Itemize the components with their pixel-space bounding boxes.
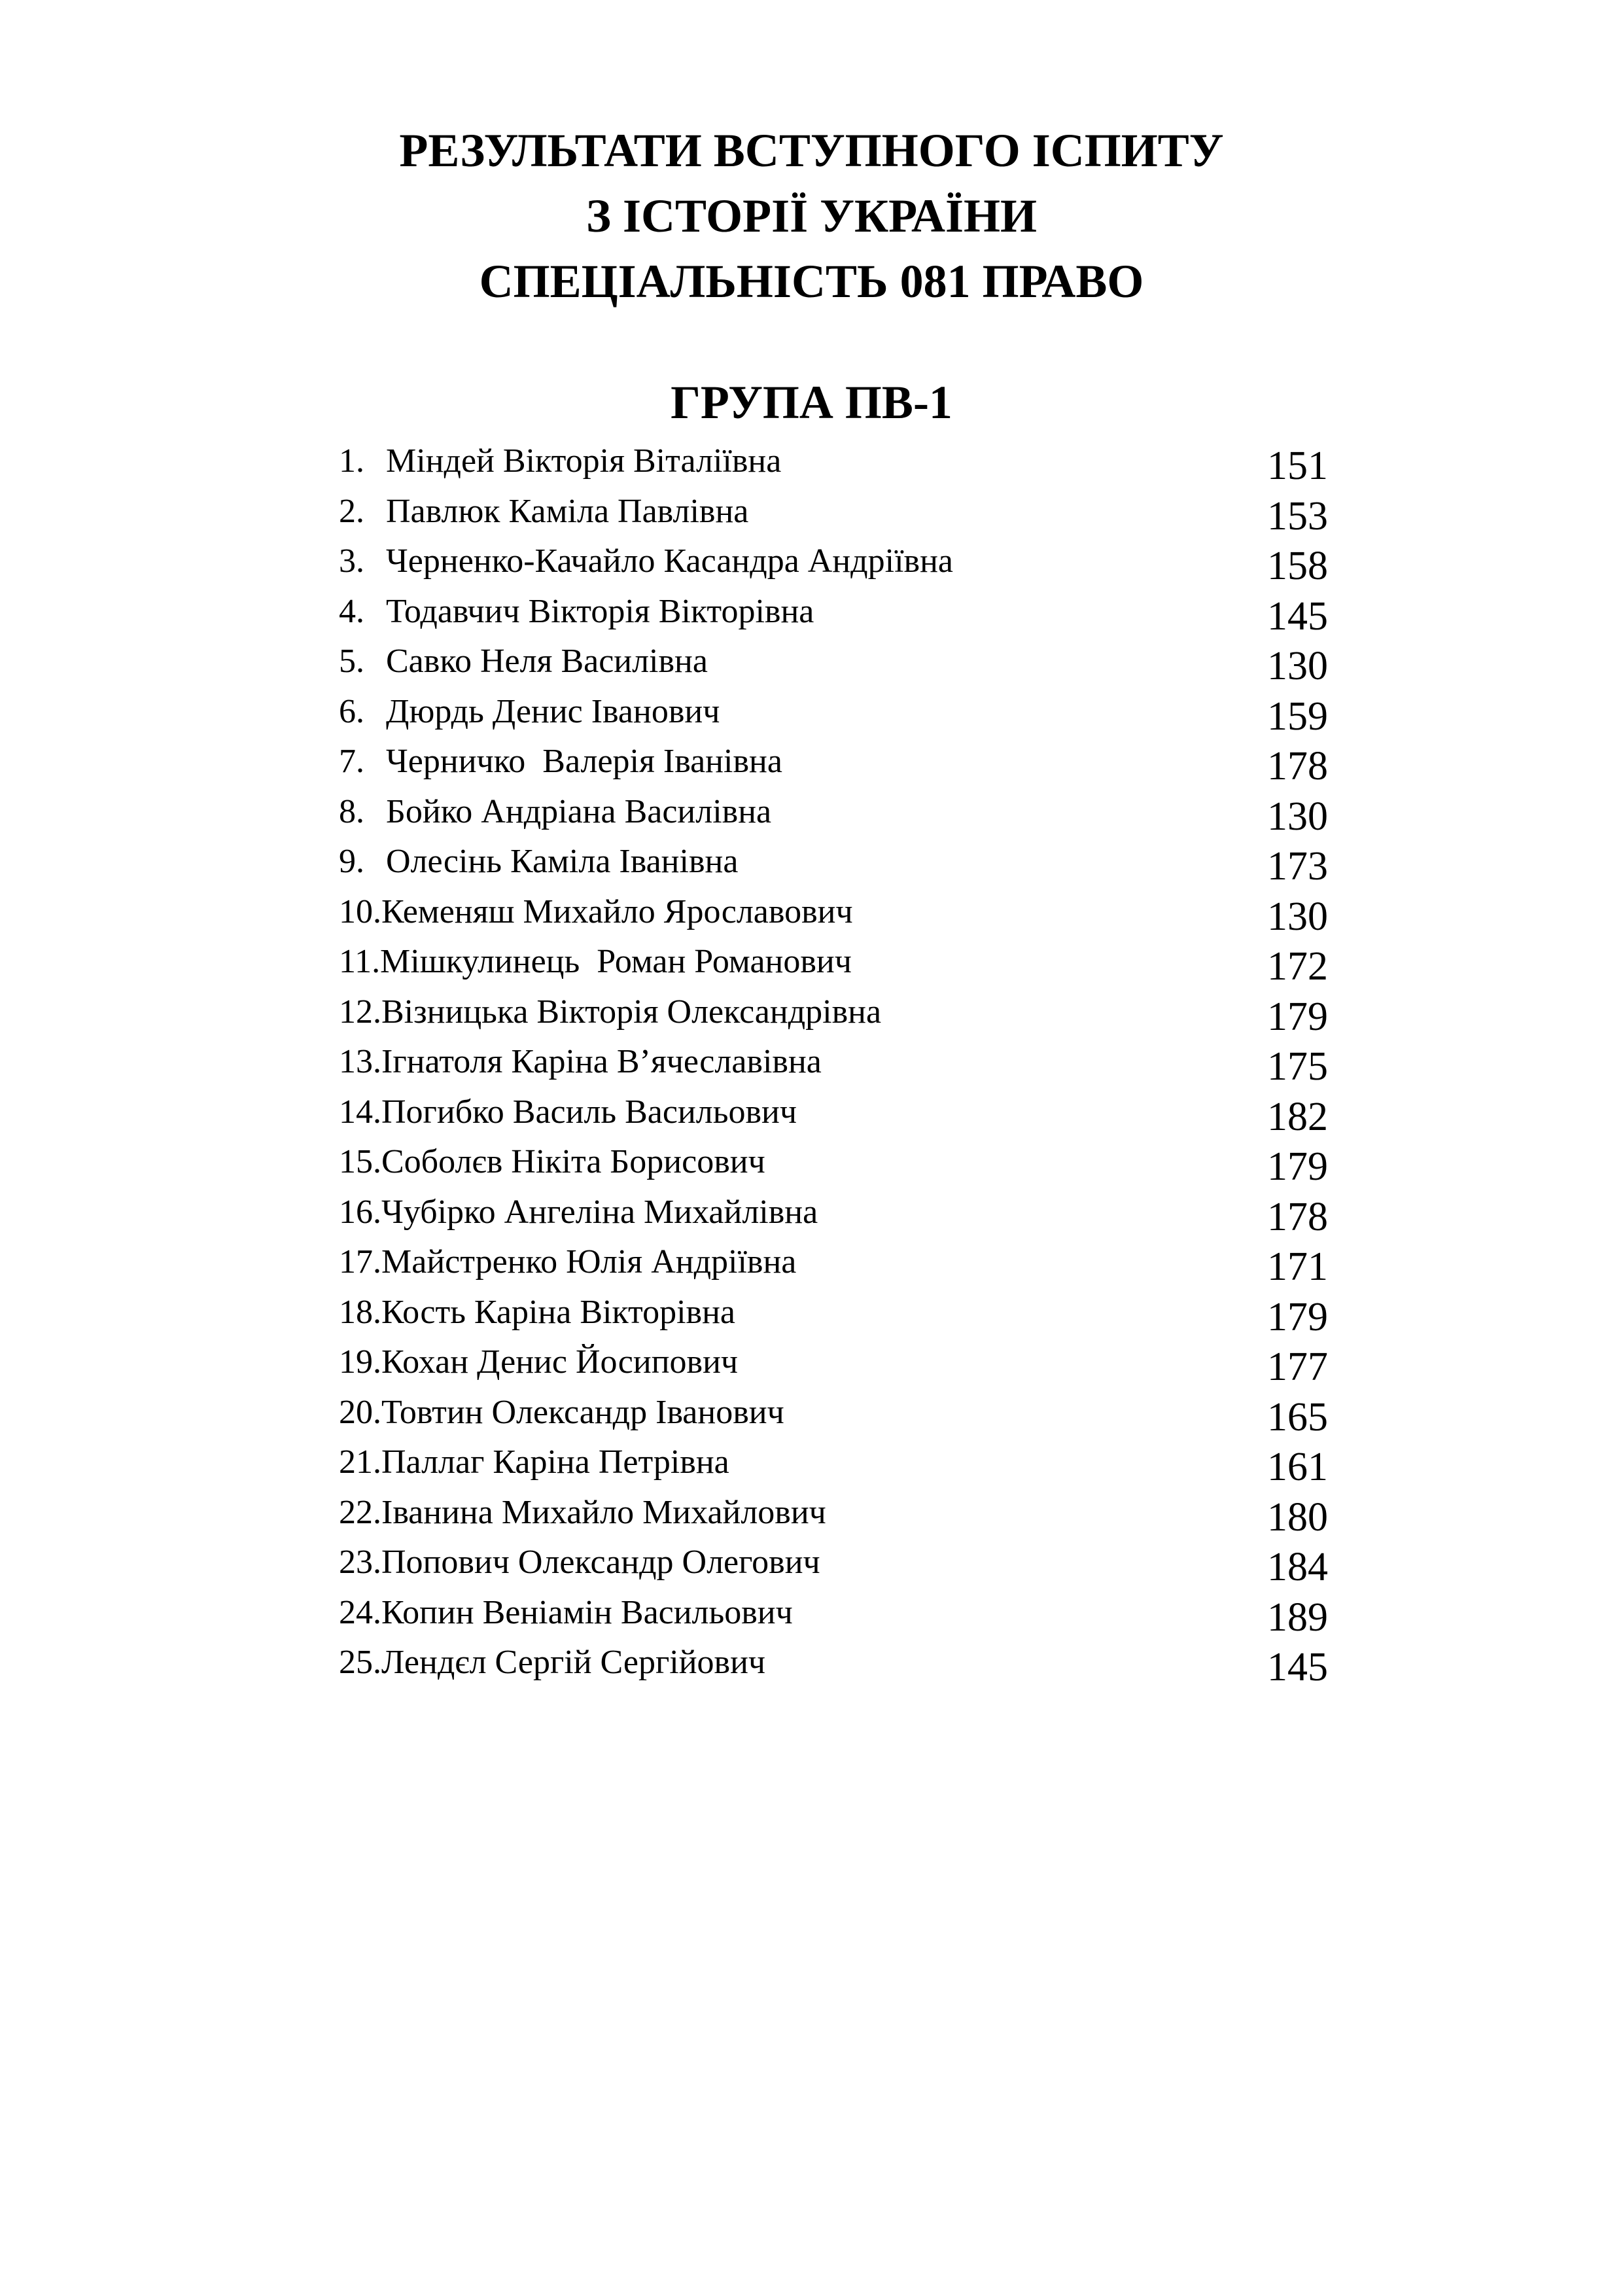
list-item-number: 13. [339, 1043, 381, 1080]
title-line-3: СПЕЦІАЛЬНІСТЬ 081 ПРАВО [479, 255, 1144, 308]
list-item-number: 24. [339, 1593, 381, 1631]
student-score: 178 [1267, 1194, 1328, 1239]
list-item-number: 3. [339, 542, 364, 580]
student-name: Лендєл Сергій Сергійович [381, 1644, 766, 1681]
student-name: Черничко Валерія Іванівна [386, 743, 782, 780]
student-score: 179 [1267, 1144, 1328, 1189]
list-item [0, 1186, 1623, 1237]
student-name: Кохан Денис Йосипович [381, 1343, 739, 1381]
list-item [0, 886, 1623, 939]
student-name: Мішкулинець Роман Романович [380, 943, 852, 980]
list-item [0, 586, 1623, 639]
list-item-number: 22. [339, 1493, 381, 1531]
student-score: 130 [1267, 894, 1328, 939]
student-name: Дюрдь Денис Іванович [386, 692, 720, 730]
list-item [0, 1086, 1623, 1137]
list-item-number: 14. [339, 1093, 381, 1131]
list-item-number: 21. [339, 1443, 381, 1481]
list-item [0, 836, 1623, 889]
student-name: Чубірко Ангеліна Михайлівна [381, 1193, 818, 1231]
title-line-1: РЕЗУЛЬТАТИ ВСТУПНОГО ІСПИТУ [399, 124, 1224, 177]
student-score: 178 [1267, 744, 1328, 788]
student-name: Олесінь Каміла Іванівна [386, 843, 739, 880]
student-name: Ігнатоля Каріна В’ячеславівна [381, 1043, 822, 1080]
student-score: 182 [1267, 1094, 1328, 1139]
student-name: Майстренко Юлія Андріївна [381, 1243, 797, 1280]
list-item [0, 686, 1623, 739]
title-line-2: З ІСТОРІЇ УКРАЇНИ [586, 190, 1037, 242]
student-name: Попович Олександр Олегович [381, 1544, 820, 1581]
list-item-number: 4. [339, 592, 364, 630]
list-item-number: 1. [339, 442, 364, 480]
list-item [0, 1336, 1623, 1389]
list-item [0, 1636, 1623, 1687]
list-item [0, 786, 1623, 839]
student-score: 177 [1267, 1345, 1328, 1389]
student-name: Соболєв Нікіта Борисович [381, 1143, 765, 1180]
list-item [0, 1386, 1623, 1437]
student-name: Бойко Андріана Василівна [386, 792, 772, 830]
list-item-number: 9. [339, 843, 364, 880]
student-score: 158 [1267, 544, 1328, 588]
list-item [0, 936, 1623, 989]
student-name: Іванина Михайло Михайлович [381, 1493, 826, 1531]
list-item-number: 19. [339, 1343, 381, 1381]
list-item-number: 7. [339, 743, 364, 780]
student-score: 130 [1267, 644, 1328, 688]
list-item-number: 12. [339, 993, 381, 1031]
list-item-number: 20. [339, 1393, 381, 1431]
list-item [0, 1487, 1623, 1540]
student-score: 171 [1267, 1245, 1328, 1289]
student-score: 179 [1267, 994, 1328, 1039]
list-item [0, 1136, 1623, 1189]
student-score: 173 [1267, 844, 1328, 889]
student-name: Міндей Вікторія Віталіївна [386, 442, 782, 480]
student-name: Кеменяш Михайло Ярославович [381, 892, 853, 930]
list-item [0, 1587, 1623, 1640]
student-score: 130 [1267, 794, 1328, 839]
document-title [0, 118, 1623, 314]
list-item [0, 1536, 1623, 1587]
list-item-number: 15. [339, 1143, 381, 1180]
list-item-number: 11. [339, 943, 381, 980]
student-score: 151 [1267, 444, 1328, 488]
list-item-number: 6. [339, 692, 364, 730]
student-score: 159 [1267, 694, 1328, 739]
list-item [0, 735, 1623, 786]
student-name: Товтин Олександр Іванович [381, 1393, 784, 1431]
list-item [0, 435, 1623, 486]
student-name: Черненко-Качайло Касандра Андріївна [386, 542, 953, 580]
student-score: 161 [1267, 1445, 1328, 1489]
list-item-number: 23. [339, 1544, 381, 1581]
list-item-number: 18. [339, 1293, 381, 1331]
student-score: 189 [1267, 1595, 1328, 1640]
list-item [0, 486, 1623, 539]
student-name: Савко Неля Василівна [386, 643, 708, 680]
student-score: 145 [1267, 1645, 1328, 1689]
list-item-number: 5. [339, 643, 364, 680]
list-item-number: 17. [339, 1243, 381, 1280]
student-score: 184 [1267, 1545, 1328, 1589]
list-item-number: 10. [339, 892, 381, 930]
student-name: Павлюк Каміла Павлівна [386, 492, 749, 530]
list-item [0, 1036, 1623, 1089]
student-name: Кость Каріна Вікторівна [381, 1293, 735, 1331]
list-item-number: 16. [339, 1193, 381, 1231]
student-name: Копин Веніамін Васильович [381, 1593, 793, 1631]
list-item [0, 1436, 1623, 1487]
student-name: Паллаг Каріна Петрівна [381, 1443, 729, 1481]
list-item [0, 1236, 1623, 1289]
group-title: ГРУПА ПВ-1 [671, 376, 952, 429]
student-score: 179 [1267, 1294, 1328, 1339]
student-score: 180 [1267, 1494, 1328, 1540]
student-name: Тодавчич Вікторія Вікторівна [386, 592, 814, 630]
list-item [0, 535, 1623, 586]
list-item-number: 25. [339, 1644, 381, 1681]
student-score: 165 [1267, 1394, 1328, 1439]
list-item [0, 1286, 1623, 1337]
student-score: 153 [1267, 493, 1328, 539]
list-item [0, 635, 1623, 686]
list-item-number: 8. [339, 792, 364, 830]
student-name: Погибко Василь Васильович [381, 1093, 797, 1131]
list-item [0, 986, 1623, 1039]
student-score: 175 [1267, 1044, 1328, 1089]
student-list [0, 435, 1623, 1687]
student-score: 172 [1267, 944, 1328, 989]
list-item-number: 2. [339, 492, 364, 530]
student-name: Візницька Вікторія Олександрівна [381, 993, 882, 1031]
student-score: 145 [1267, 593, 1328, 639]
